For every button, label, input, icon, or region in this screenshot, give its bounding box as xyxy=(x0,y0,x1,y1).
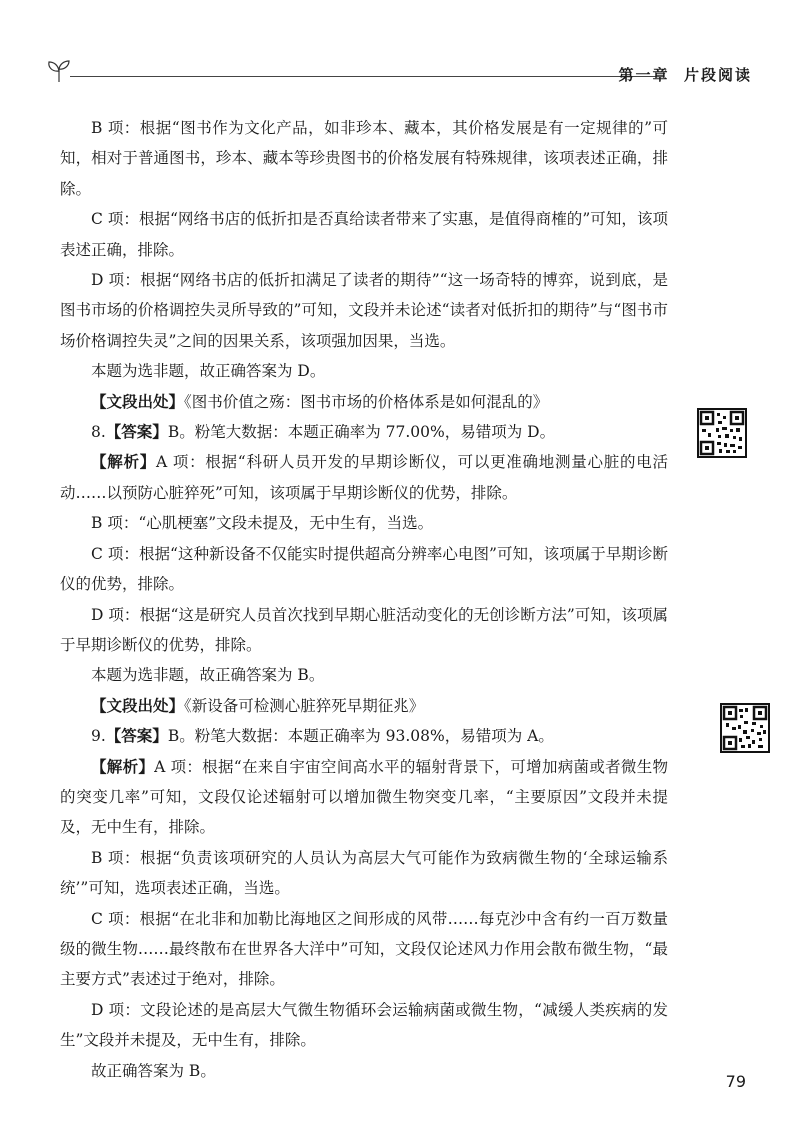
source-line: 【文段出处】《新设备可检测心脏猝死早期征兆》 xyxy=(91,696,425,715)
source-line: 【文段出处】《图书价值之殇：图书市场的价格体系是如何混乱的》 xyxy=(91,392,549,411)
paragraph: B 项：根据“图书作为文化产品，如非珍本、藏本，其价格发展是有一定规律的”可知，相对于普通图书，珍本、藏本等珍贵图书的价格发展有特殊规律，该项表述正确，排除。 xyxy=(60,119,668,198)
chapter-title xyxy=(619,64,752,85)
answer-explanations xyxy=(60,113,668,1086)
paragraph: D 项：根据“网络书店的低折扣满足了读者的期待”“这一场奇特的博弈，说到底，是图书市场的价格调控失灵所导致的”可知，文段并未论述“读者对低折扣的期待”与“图书市场价格调控失灵”之间的因果关系，该项强加因果，当选。 xyxy=(60,271,668,350)
header-rule xyxy=(70,76,656,77)
paragraph: C 项：根据“这种新设备不仅能实时提供超高分辨率心电图”可知，该项属于早期诊断仪的优势，排除。 xyxy=(60,544,668,594)
section-name: 片段阅读 xyxy=(683,66,752,84)
qr-code-icon[interactable] xyxy=(720,703,770,753)
paragraph: C 项：根据“在北非和加勒比海地区之间形成的风带……每克沙中含有约一百万数量级的微生物……最终散布在世界各大洋中”可知，文段仅论述风力作用会散布微生物，“最主要方式”表述过于绝对，排除。 xyxy=(60,909,668,989)
answer-line: 8.【答案】B。粉笔大数据：本题正确率为 77.00%，易错项为 D。 xyxy=(91,423,556,442)
paragraph: C 项：根据“网络书店的低折扣是否真给读者带来了实惠，是值得商榷的”可知，该项表述正确，排除。 xyxy=(60,210,668,259)
running-header xyxy=(40,58,752,88)
analysis-line: 【解析】A 项：根据“科研人员开发的早期诊断仪，可以更准确地测量心脏的电活动……以预防心脏猝死”可知，该项属于早期诊断仪的优势，排除。 xyxy=(60,453,668,502)
paragraph: D 项：文段论述的是高层大气微生物循环会运输病菌或微生物，“减缓人类疾病的发生”文段并未提及，无中生有，排除。 xyxy=(60,1000,668,1050)
page-number: 79 xyxy=(725,1072,746,1091)
answer-line: 9.【答案】B。粉笔大数据：本题正确率为 93.08%，易错项为 A。 xyxy=(91,727,554,746)
qr-code-icon[interactable] xyxy=(697,408,747,458)
chapter-number: 第一章 xyxy=(618,66,670,84)
paragraph: B 项：“心肌梗塞”文段未提及，无中生有，当选。 xyxy=(91,514,434,533)
paragraph: 本题为选非题，故正确答案为 B。 xyxy=(91,666,325,685)
paragraph: 本题为选非题，故正确答案为 D。 xyxy=(91,362,326,381)
analysis-line: 【解析】A 项：根据“在来自宇宙空间高水平的辐射背景下，可增加病菌或者微生物的突变几率”可知，文段仅论述辐射可以增加微生物突变几率，“主要原因”文段并未提及，无中生有，排除。 xyxy=(60,757,668,837)
paragraph: B 项：根据“负责该项研究的人员认为高层大气可能作为致病微生物的‘全球运输系统’”可知，选项表述正确，当选。 xyxy=(60,848,668,898)
paragraph: 故正确答案为 B。 xyxy=(91,1061,216,1080)
paragraph: D 项：根据“这是研究人员首次找到早期心脏活动变化的无创诊断方法”可知，该项属于早期诊断仪的优势，排除。 xyxy=(60,605,668,654)
sprout-icon xyxy=(46,58,72,84)
